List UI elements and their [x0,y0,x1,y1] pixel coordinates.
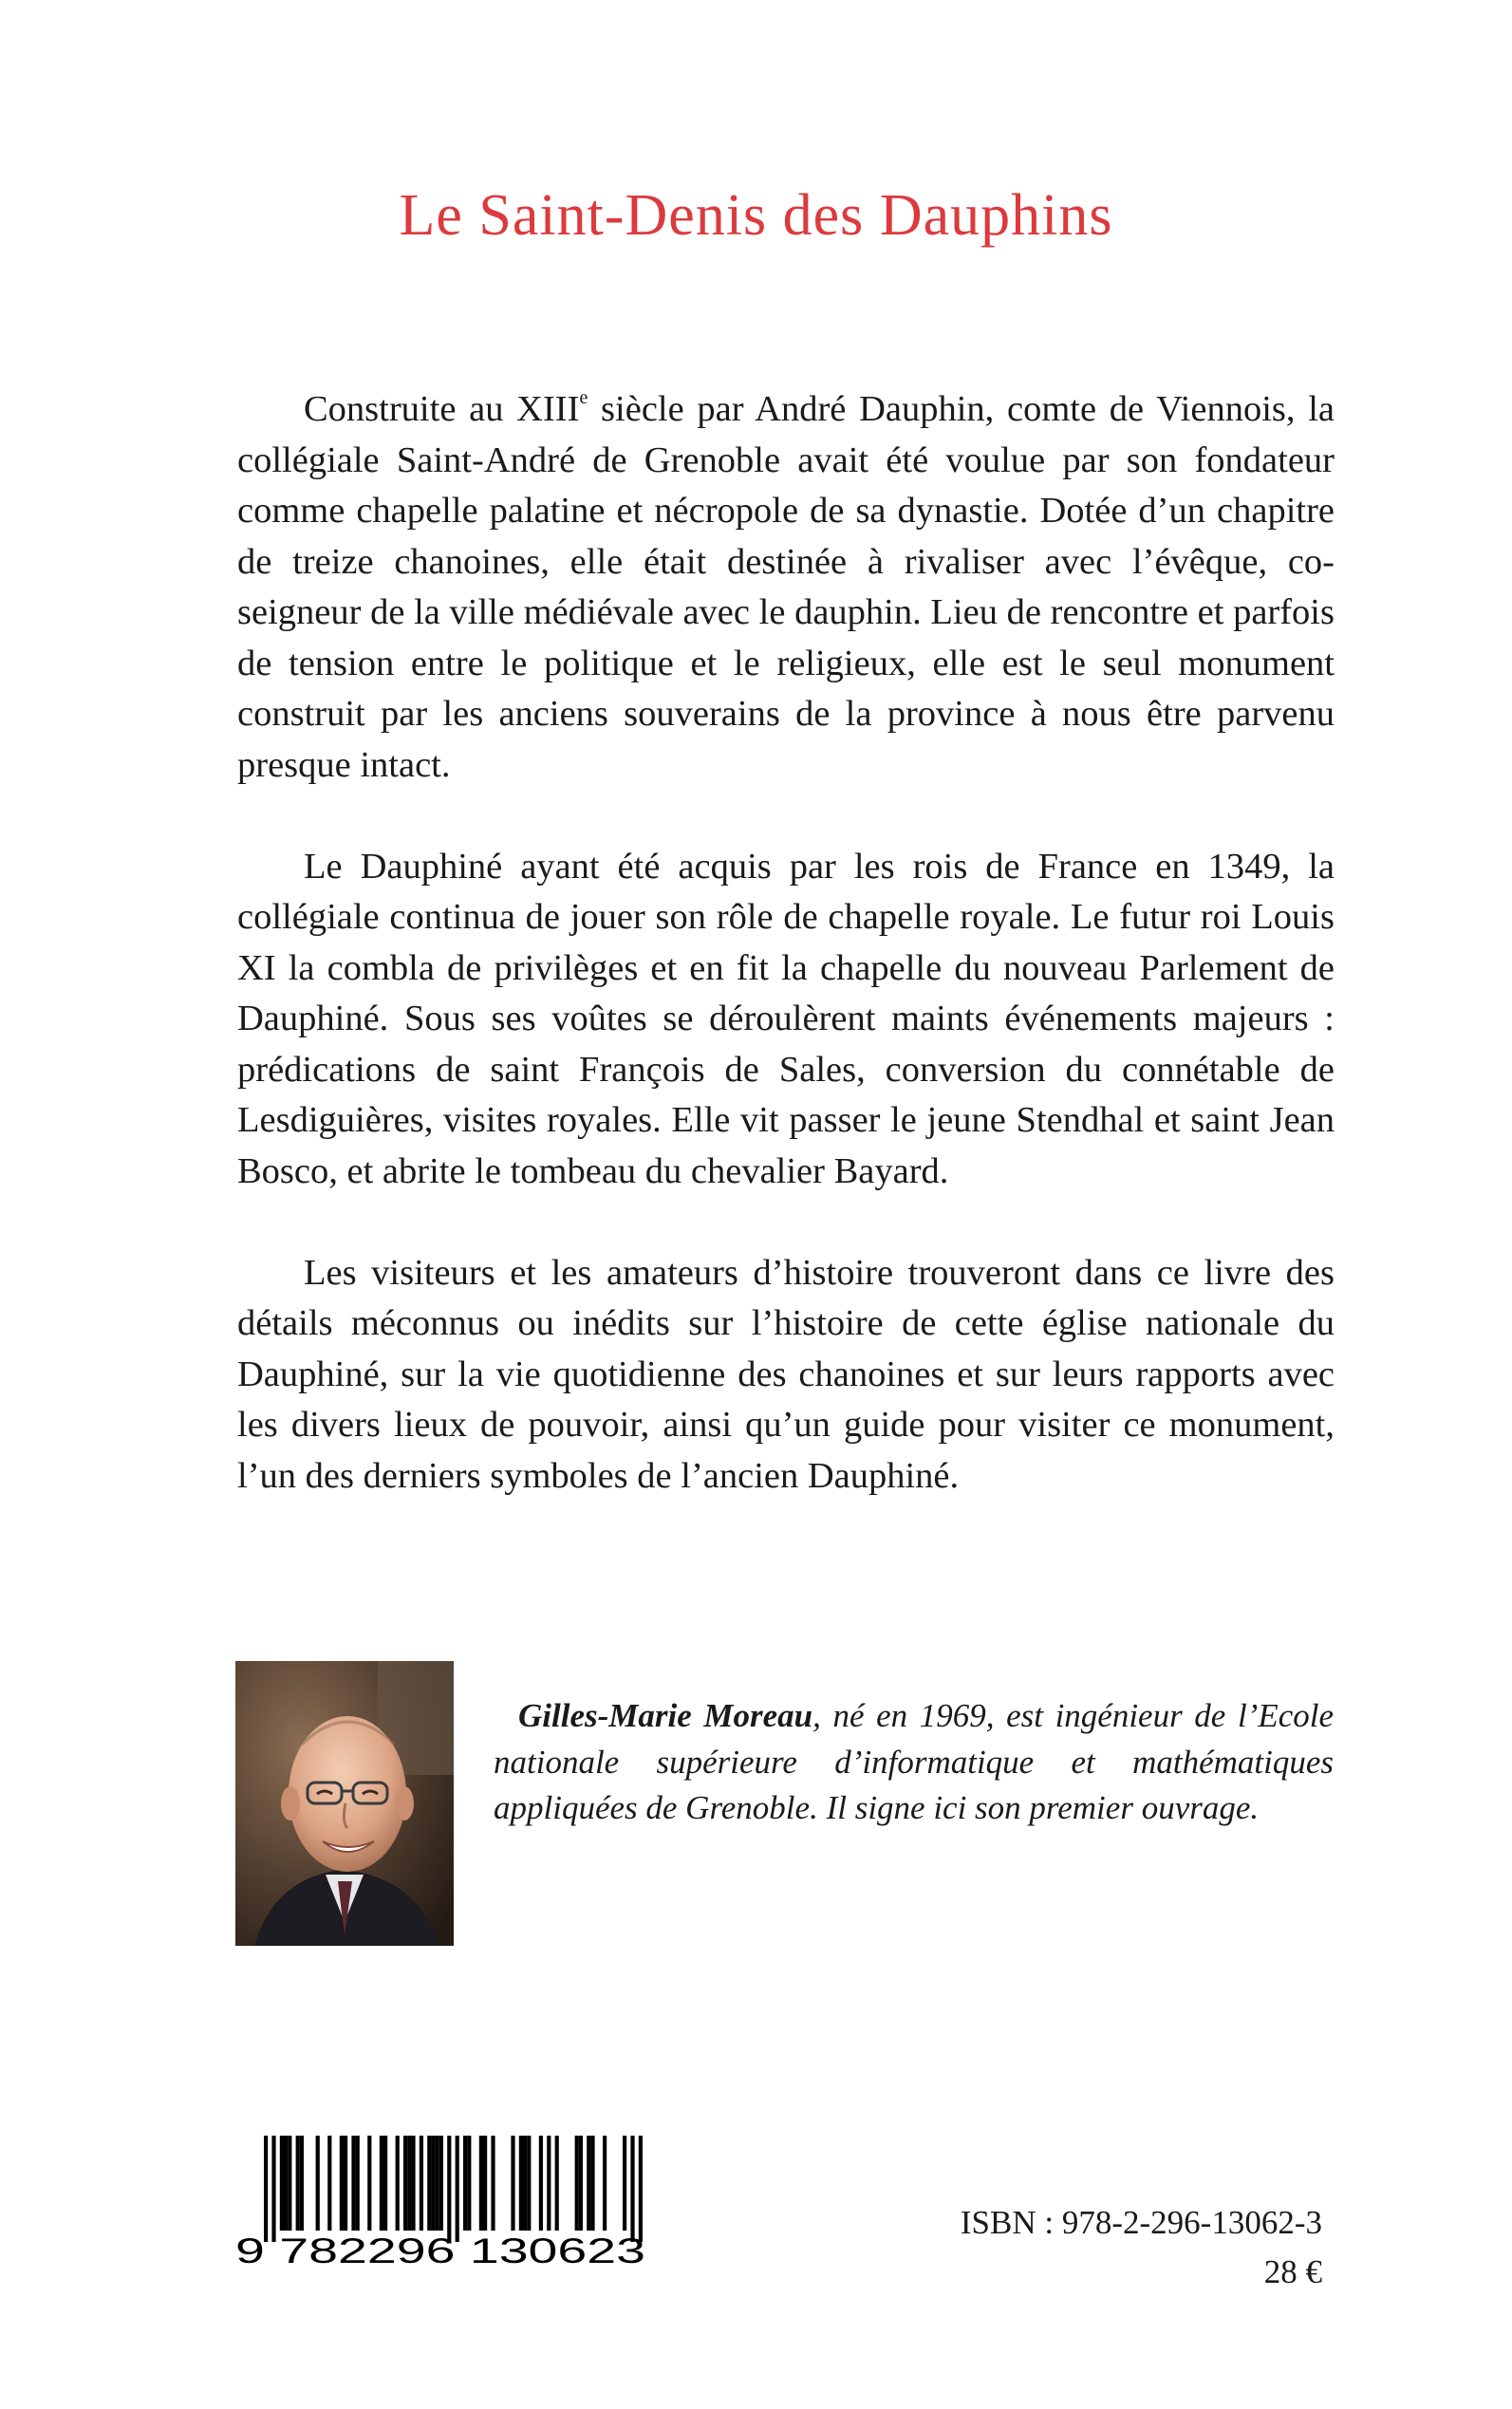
barcode-bar [539,2136,543,2231]
barcode-bar [380,2136,383,2231]
barcode-bar [431,2136,435,2231]
barcode-bar [603,2136,607,2231]
barcode-bar [436,2136,439,2231]
barcode-bar [447,2136,451,2242]
barcode-bar [527,2136,531,2231]
summary-paragraph-3: Les visiteurs et les amateurs d’histoire trouveront dans ce livre des détails méconnus ou inédits sur l’histoire de cette église nationale du Dauphiné, sur la vie quotidienne des chanoines et sur leurs rapports avec les divers lieux de pouvoir, ainsi qu’un guide pour visiter ce monument, l’un des derniers symboles de l’ancien Dauphiné. [237,1252,1335,1496]
barcode-bar [407,2136,411,2231]
barcode-bar [264,2136,268,2242]
barcode-bar [479,2136,483,2231]
century-superscript: e [579,387,588,408]
barcode-bar [284,2136,288,2231]
barcode-bar [340,2136,344,2231]
author-bio-text: , né en 1969, est ingénieur de l’Ecole nationale supérieure d’informatique et mathématiques appliquées de Grenoble. Il signe ici son premier ouvrage. [494,1697,1334,1826]
barcode-bar [316,2136,320,2231]
barcode-bar [344,2136,347,2231]
barcode-digits: 9 782296 130623 [235,2232,645,2269]
isbn-barcode [235,2136,653,2269]
author-name: Gilles-Marie Moreau [518,1697,813,1734]
barcode-bar [623,2136,626,2231]
author-photo [235,1661,454,1946]
barcode-bar [327,2136,331,2231]
barcode-bar [403,2136,407,2231]
barcode-bar [579,2136,583,2231]
isbn-number: ISBN : 978-2-296-13062-3 [960,2204,1322,2241]
summary-paragraph-1 [237,384,1335,791]
barcode-bar [519,2136,523,2231]
barcode-bar [271,2136,275,2242]
summary-paragraph-2: Le Dauphiné ayant été acquis par les rois de France en 1349, la collégiale continua de jouer son rôle de chapelle royale. Le futur roi Louis XI la combla de privilèges et en fit la chapelle du nouveau Parlement de Dauphiné. Sous ses voûtes se déroulèrent maints événements majeurs : prédications de saint François de Sales, conversion du connétable de Lesdiguières, visites royales. Elle vit passer le jeune Stendhal et saint Jean Bosco, et abrite le tombeau du chevalier Bayard. [237,846,1335,1191]
barcode-bar [523,2136,527,2231]
barcode-bar [511,2136,514,2231]
barcode-bar [639,2136,643,2242]
barcode-bar [630,2136,634,2242]
back-cover-summary [237,384,1335,1502]
barcode-bar [420,2136,423,2231]
barcode-bar [356,2136,360,2231]
barcode-bar [367,2136,371,2231]
barcode-bar [483,2136,487,2231]
barcode-bar [411,2136,415,2231]
book-title: Le Saint-Denis des Dauphins [399,183,1113,248]
barcode-bar [296,2136,300,2231]
barcode-bar [456,2136,459,2242]
author-bio [494,1693,1334,1832]
p1-start: Construite au XIII [304,389,580,429]
barcode-bar [463,2136,467,2231]
barcode-bar [547,2136,551,2231]
barcode-bar [288,2136,291,2231]
barcode-bar [351,2136,355,2231]
barcode-bar [467,2136,471,2231]
barcode-bar [491,2136,495,2231]
barcode-bar [587,2136,590,2231]
barcode-bar [575,2136,579,2231]
barcode-bar [590,2136,594,2231]
barcode-bar [280,2136,284,2231]
barcode-bar [427,2136,431,2231]
p1-rest: siècle par André Dauphin, comte de Viennois, la collégiale Saint-André de Grenoble avait été voulue par son fondateur comme chapelle palatine et nécropole de sa dynastie. Dotée d’un chapitre de treize chanoines, elle était destinée à rivaliser avec l’évêque, co-seigneur de la ville médiévale avec le dauphin. Lieu de rencontre et parfois de tension entre le politique et le religieux, elle est le seul monument construit par les anciens souverains de la province à nous être parvenu presque intact. [237,389,1335,785]
barcode-bar [383,2136,387,2231]
book-price: 28 € [1263,2253,1322,2290]
barcode-bar [300,2136,304,2231]
barcode-bar [555,2136,559,2231]
barcode-bar [396,2136,400,2231]
barcode-bar [439,2136,443,2231]
